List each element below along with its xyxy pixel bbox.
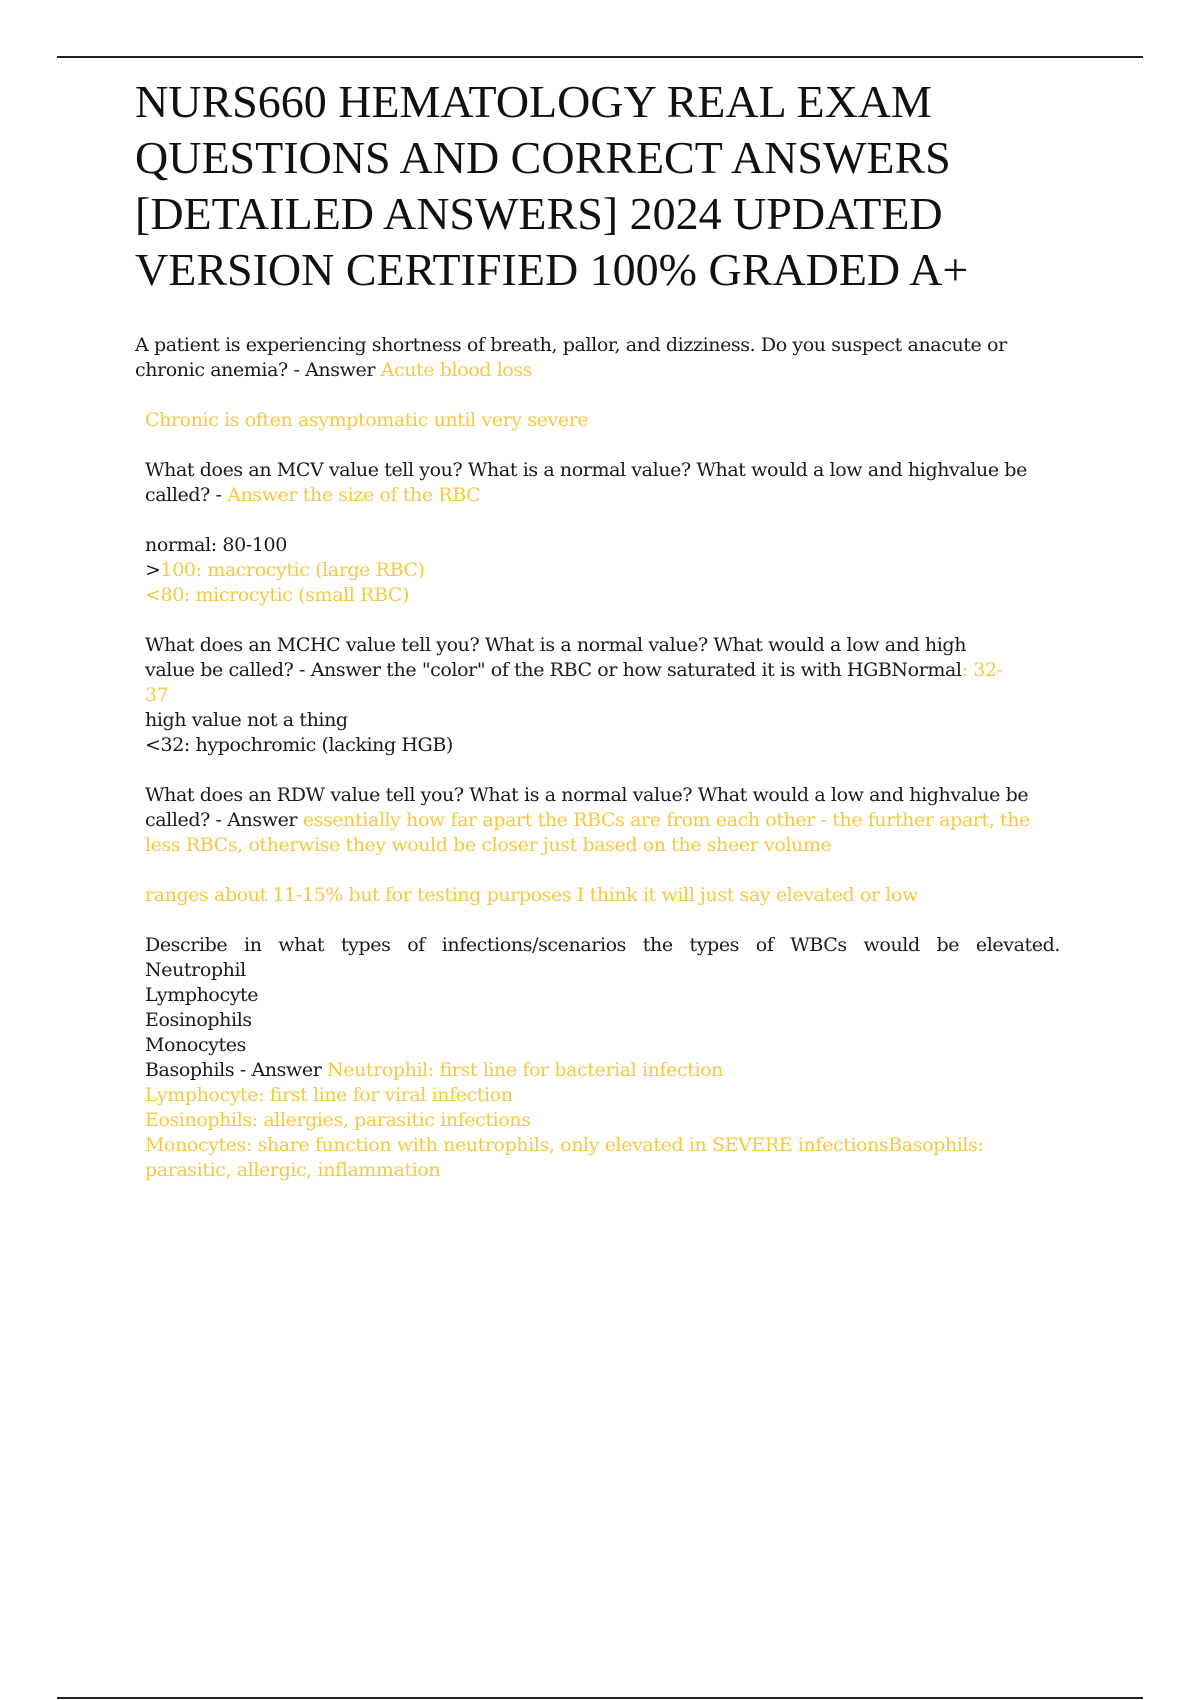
answer-text: Lymphocyte: first line for viral infection [145, 1084, 513, 1106]
top-rule [57, 56, 1143, 58]
question-wbc [135, 933, 1060, 1183]
title-line: NURS660 HEMATOLOGY REAL EXAM [135, 76, 932, 127]
bottom-rule [57, 1697, 1143, 1699]
spacer [135, 758, 1075, 783]
question-mchc [135, 633, 1075, 758]
question-text [145, 483, 1075, 508]
wbc-type: Lymphocyte [145, 984, 259, 1006]
question-text-fragment: called? - Answer [145, 809, 303, 831]
answer-text: Chronic is often asymptomatic until very severe [145, 409, 589, 431]
wbc-type: Neutrophil [145, 959, 246, 981]
document-title [135, 74, 1115, 298]
spacer [135, 608, 1075, 633]
answer-text: Neutrophil: first line for bacterial infection [327, 1059, 724, 1081]
normal-value: normal: 80-100 [145, 534, 287, 556]
question-text [135, 358, 1075, 383]
question-anemia [135, 333, 1075, 383]
question-text-fragment: chronic anemia? - Answer [135, 359, 381, 381]
answer-text: Acute blood loss [380, 359, 533, 381]
question-text: What does an RDW value tell you? What is a normal value? What would a low and highvalue be [145, 784, 1029, 806]
answer-text: ranges about 11-15% but for testing purposes I think it will just say elevated or low [145, 884, 918, 906]
answer-text: 100: macrocytic (large RBC) [160, 559, 425, 581]
spacer [135, 908, 1075, 933]
answer-text: essentially how far apart the RBCs are from each other - the further apart, the [302, 809, 1030, 831]
answer-note [135, 408, 1075, 433]
answer-text: : 32- [961, 659, 1003, 681]
answer-text: Monocytes: share function with neutrophils, only elevated in SEVERE infectionsBasophils: [145, 1134, 984, 1156]
answer-note [135, 883, 1075, 908]
document-body [135, 333, 1075, 1183]
question-text-fragment: value be called? - Answer the "color" of the RBC or how saturated it is with HGBNormal [145, 659, 962, 681]
spacer [135, 508, 1075, 533]
question-text-fragment: called? - [145, 484, 228, 506]
title-line: VERSION CERTIFIED 100% GRADED A+ [135, 244, 969, 295]
wbc-type: Monocytes [145, 1034, 246, 1056]
high-value-prefix: > [145, 559, 161, 581]
question-rdw [135, 783, 1075, 858]
question-text: What does an MCHC value tell you? What is a normal value? What would a low and high [145, 634, 967, 656]
question-text [145, 1058, 1060, 1083]
answer-text: 37 [145, 684, 169, 706]
question-text: A patient is experiencing shortness of breath, pallor, and dizziness. Do you suspect anacute or [135, 334, 1007, 356]
answer-text: less RBCs, otherwise they would be closer just based on the sheer volume [145, 834, 832, 856]
spacer [135, 858, 1075, 883]
question-mcv [135, 458, 1075, 508]
mcv-values [135, 533, 1075, 608]
spacer [135, 383, 1075, 408]
answer-text: Eosinophils: allergies, parasitic infections [145, 1109, 531, 1131]
spacer [135, 433, 1075, 458]
title-line: [DETAILED ANSWERS] 2024 UPDATED [135, 188, 943, 239]
answer-text: Answer the size of the RBC [227, 484, 481, 506]
question-text: Describe in what types of infections/scenarios the types of WBCs would be elevated. [145, 934, 1060, 956]
answer-text: parasitic, allergic, inflammation [145, 1159, 441, 1181]
low-value: <80: microcytic (small RBC) [145, 584, 410, 606]
question-text [145, 658, 1075, 683]
high-value [145, 558, 1075, 583]
question-text: What does an MCV value tell you? What is a normal value? What would a low and highvalue be [145, 459, 1027, 481]
title-line: QUESTIONS AND CORRECT ANSWERS [135, 132, 951, 183]
high-value: high value not a thing [145, 709, 348, 731]
question-text-fragment: Basophils - Answer [145, 1059, 328, 1081]
low-value: <32: hypochromic (lacking HGB) [145, 734, 453, 756]
question-text [145, 808, 1075, 833]
wbc-type: Eosinophils [145, 1009, 252, 1031]
